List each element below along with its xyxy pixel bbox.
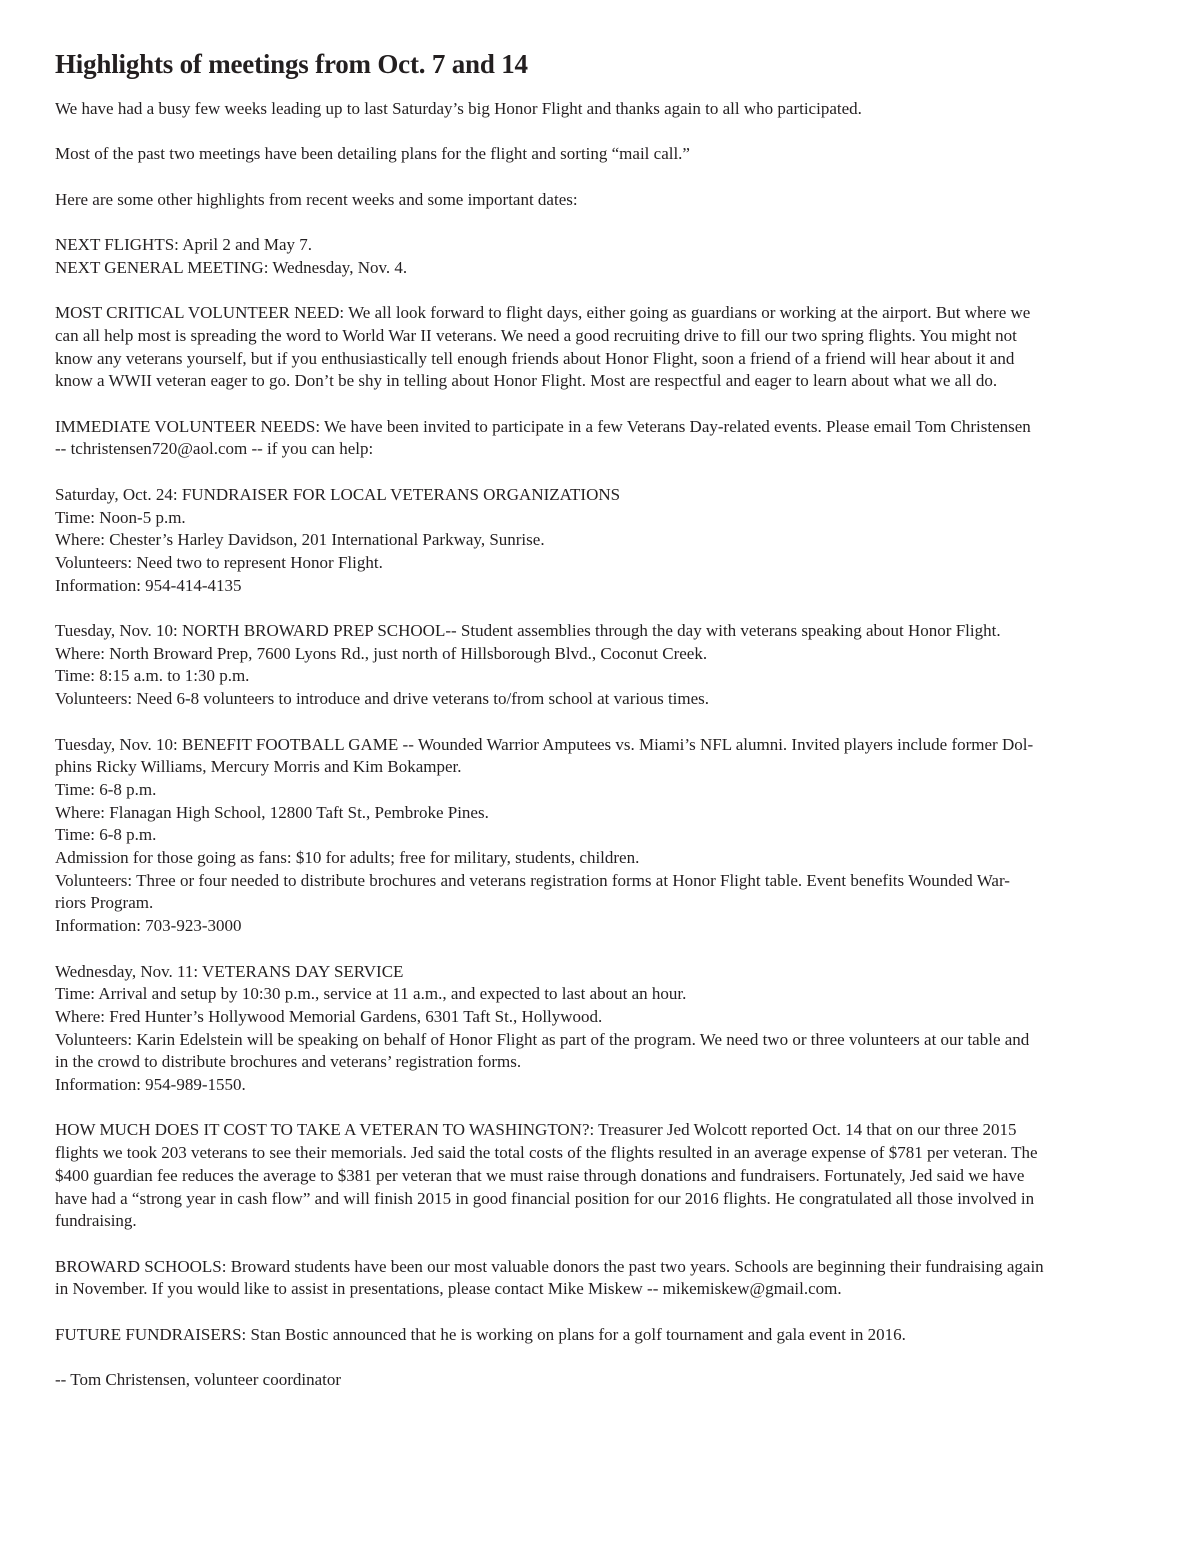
paragraph	[55, 98, 1145, 121]
text-line: flights we took 203 veterans to see their memorials. Jed said the total costs of the flights resulted in an average expense of $781 per veteran. The	[55, 1143, 1038, 1163]
text-line: Volunteers: Need 6-8 volunteers to introduce and drive veterans to/from school at various times.	[55, 689, 710, 709]
text-line: -- Tom Christensen, volunteer coordinator	[55, 1370, 342, 1390]
text-line: Time: 6-8 p.m.	[55, 779, 157, 799]
text-line: Admission for those going as fans: $10 for adults; free for military, students, children.	[55, 848, 640, 868]
text-line: FUTURE FUNDRAISERS: Stan Bostic announced that he is working on plans for a golf tournament and gala event in 2016.	[55, 1324, 906, 1344]
paragraph	[55, 416, 1145, 461]
document-page	[55, 46, 1145, 1392]
text-line: in the crowd to distribute brochures and veterans’ registration forms.	[55, 1052, 522, 1072]
text-line: Here are some other highlights from recent weeks and some important dates:	[55, 189, 578, 209]
text-line: Information: 954-414-4135	[55, 575, 242, 595]
paragraph	[55, 961, 1145, 1097]
text-line: Volunteers: Three or four needed to distribute brochures and veterans registration forms at Honor Flight table. Event benefits Wounded War-	[55, 870, 1010, 890]
paragraph-gap	[55, 938, 1145, 961]
paragraph-gap	[55, 1346, 1145, 1369]
paragraph-gap	[55, 461, 1145, 484]
text-line: Where: Chester’s Harley Davidson, 201 International Parkway, Sunrise.	[55, 530, 545, 550]
text-line: Information: 703-923-3000	[55, 916, 242, 936]
text-line: in November. If you would like to assist in presentations, please contact Mike Miskew -- mikemiskew@gmail.com.	[55, 1279, 842, 1299]
text-line: Volunteers: Karin Edelstein will be speaking on behalf of Honor Flight as part of the program. We need two or three volunteers at our table and	[55, 1029, 1030, 1049]
text-line: Where: North Broward Prep, 7600 Lyons Rd., just north of Hillsborough Blvd., Coconut Creek.	[55, 643, 708, 663]
text-line: We have had a busy few weeks leading up to last Saturday’s big Honor Flight and thanks again to all who participated.	[55, 99, 862, 118]
paragraph-gap	[55, 393, 1145, 416]
text-line: Tuesday, Nov. 10: NORTH BROWARD PREP SCHOOL-- Student assemblies through the day with veterans speaking about Honor Flight.	[55, 621, 1001, 641]
paragraph-gap	[55, 121, 1145, 144]
text-line: Volunteers: Need two to represent Honor Flight.	[55, 552, 383, 572]
text-line: Wednesday, Nov. 11: VETERANS DAY SERVICE	[55, 961, 404, 981]
text-line: Most of the past two meetings have been detailing plans for the flight and sorting “mail call.”	[55, 144, 690, 164]
text-line: Time: 8:15 a.m. to 1:30 p.m.	[55, 666, 250, 686]
paragraph-gap	[55, 1097, 1145, 1120]
text-line: Where: Fred Hunter’s Hollywood Memorial Gardens, 6301 Taft St., Hollywood.	[55, 1006, 603, 1026]
text-line: MOST CRITICAL VOLUNTEER NEED: We all look forward to flight days, either going as guardians or working at the airport. But where we	[55, 303, 1031, 323]
text-line: NEXT FLIGHTS: April 2 and May 7.	[55, 235, 313, 255]
text-line: -- tchristensen720@aol.com -- if you can help:	[55, 439, 374, 459]
paragraph	[55, 1369, 1145, 1392]
paragraph	[55, 1324, 1145, 1347]
paragraph-gap	[55, 1233, 1145, 1256]
text-line: phins Ricky Williams, Mercury Morris and Kim Bokamper.	[55, 757, 462, 777]
text-line: know any veterans yourself, but if you enthusiastically tell enough friends about Honor Flight, soon a friend of a friend will hear about it and	[55, 348, 1015, 368]
paragraph	[55, 189, 1145, 212]
text-line: BROWARD SCHOOLS: Broward students have been our most valuable donors the past two years. Schools are beginning their fundraising again	[55, 1256, 1044, 1276]
text-line: HOW MUCH DOES IT COST TO TAKE A VETERAN TO WASHINGTON?: Treasurer Jed Wolcott reported Oct. 14 that on our three 2015	[55, 1120, 1017, 1140]
paragraph	[55, 143, 1145, 166]
paragraph-gap	[55, 597, 1145, 620]
text-line: riors Program.	[55, 893, 154, 913]
paragraph-gap	[55, 211, 1145, 234]
document-body	[55, 98, 1145, 1392]
text-line: Time: Arrival and setup by 10:30 p.m., service at 11 a.m., and expected to last about an hour.	[55, 984, 687, 1004]
text-line: Where: Flanagan High School, 12800 Taft St., Pembroke Pines.	[55, 802, 489, 822]
text-line: know a WWII veteran eager to go. Don’t be shy in telling about Honor Flight. Most are respectful and eager to learn about what we all do.	[55, 371, 998, 391]
paragraph	[55, 620, 1145, 711]
text-line: NEXT GENERAL MEETING: Wednesday, Nov. 4.	[55, 257, 408, 277]
text-line: $400 guardian fee reduces the average to $381 per veteran that we must raise through donations and fundraisers. Fortunately, Jed said we have	[55, 1165, 1025, 1185]
paragraph-gap	[55, 1301, 1145, 1324]
page-title: Highlights of meetings from Oct. 7 and 14	[55, 49, 528, 79]
paragraph-gap	[55, 711, 1145, 734]
paragraph	[55, 234, 1145, 279]
paragraph	[55, 1256, 1145, 1301]
paragraph	[55, 302, 1145, 393]
text-line: can all help most is spreading the word to World War II veterans. We need a good recruiting drive to fill our two spring flights. You might not	[55, 325, 1017, 345]
text-line: Saturday, Oct. 24: FUNDRAISER FOR LOCAL VETERANS ORGANIZATIONS	[55, 484, 621, 504]
paragraph-gap	[55, 280, 1145, 303]
text-line: Time: 6-8 p.m.	[55, 825, 157, 845]
paragraph	[55, 484, 1145, 598]
text-line: IMMEDIATE VOLUNTEER NEEDS: We have been invited to participate in a few Veterans Day-related events. Please email Tom Christensen	[55, 416, 1031, 436]
text-line: Time: Noon-5 p.m.	[55, 507, 186, 527]
text-line: fundraising.	[55, 1211, 137, 1231]
paragraph	[55, 1119, 1145, 1233]
text-line: have had a “strong year in cash flow” and will finish 2015 in good financial position for our 2016 flights. He congratulated all those involved in	[55, 1188, 1035, 1208]
paragraph-gap	[55, 166, 1145, 189]
text-line: Information: 954-989-1550.	[55, 1075, 246, 1095]
text-line: Tuesday, Nov. 10: BENEFIT FOOTBALL GAME -- Wounded Warrior Amputees vs. Miami’s NFL alumni. Invited players include former Dol-	[55, 734, 1034, 754]
paragraph	[55, 734, 1145, 938]
